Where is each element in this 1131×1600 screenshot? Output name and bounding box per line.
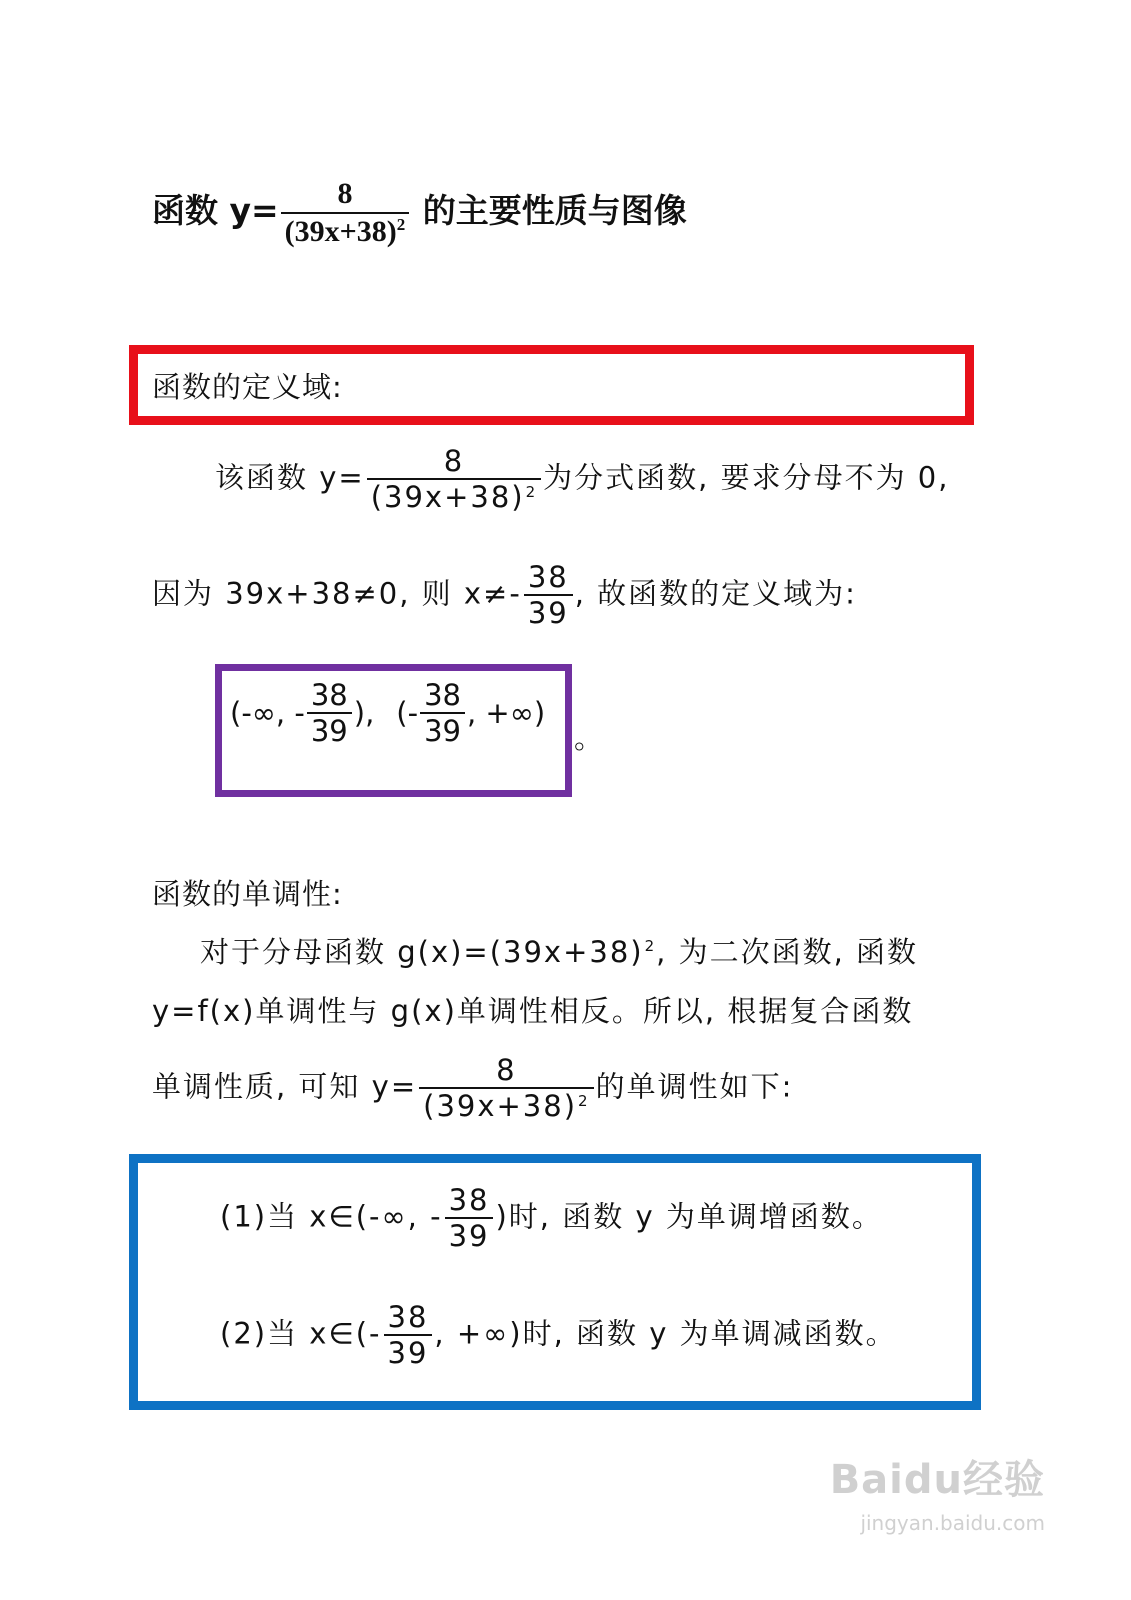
title-suffix: 的主要性质与图像 xyxy=(422,191,687,230)
domain-line2-prefix: 因为 39x+38≠0, 则 x≠- xyxy=(152,576,522,611)
item1-denominator: 39 xyxy=(445,1217,494,1251)
interval2-open: (- xyxy=(396,696,419,731)
para-line3-prefix: 单调性质, 可知 y= xyxy=(152,1069,418,1104)
item2-prefix: (2)当 x∈(- xyxy=(220,1316,382,1351)
domain-line1-suffix: 为分式函数, 要求分母不为 0, xyxy=(543,460,950,495)
interval1-open: (-∞, - xyxy=(230,696,305,731)
para-line3-denominator: $(39x+38)^2$ xyxy=(419,1087,593,1121)
para-line3-suffix: 的单调性如下: xyxy=(595,1069,794,1104)
interval1-denominator: 39 xyxy=(307,712,352,746)
domain-line2-fraction xyxy=(524,562,573,629)
domain-line2-numerator: 38 xyxy=(527,560,569,594)
title-prefix: 函数 y= xyxy=(152,191,279,230)
monotonic-para-line3 xyxy=(152,1055,793,1122)
baidu-watermark xyxy=(830,1448,1045,1535)
monotonic-heading: 函数的单调性: xyxy=(152,877,343,911)
domain-result xyxy=(230,680,545,747)
interval1-numerator: 38 xyxy=(310,678,348,712)
para-line3-numerator: 8 xyxy=(496,1053,517,1087)
domain-line1-numerator: 8 xyxy=(443,444,465,478)
domain-line2-denominator: 39 xyxy=(524,594,573,628)
interval2-close: , +∞) xyxy=(466,696,546,731)
domain-result-end-mark: 。 xyxy=(574,721,606,755)
item2-fraction xyxy=(384,1302,433,1369)
title-numerator: 8 xyxy=(337,177,353,210)
interval2-fraction xyxy=(420,680,465,747)
item2-suffix: , +∞)时, 函数 y 为单调减函数。 xyxy=(434,1316,897,1351)
item1-prefix: (1)当 x∈(-∞, - xyxy=(220,1199,443,1234)
watermark-logo-text: Baidu经验 xyxy=(829,1457,1045,1503)
domain-line1-denominator: $(39x+38)^2$ xyxy=(367,478,541,512)
interval1-fraction xyxy=(307,680,352,747)
domain-line1-fraction xyxy=(367,446,541,513)
monotonic-para-line1 xyxy=(200,930,918,971)
para-line1-suffix: , 为二次函数, 函数 xyxy=(656,935,919,969)
page-title xyxy=(152,178,687,247)
para-line3-fraction xyxy=(419,1055,593,1122)
domain-line2-suffix: , 故函数的定义域为: xyxy=(574,576,857,611)
item1-fraction xyxy=(445,1185,494,1252)
item2-denominator: 39 xyxy=(384,1334,433,1368)
monotonic-item1 xyxy=(220,1185,883,1252)
domain-line1-prefix: 该函数 y= xyxy=(215,460,365,495)
item2-numerator: 38 xyxy=(387,1300,429,1334)
domain-line1-exponent: 2 xyxy=(525,482,538,501)
interval2-numerator: 38 xyxy=(424,678,461,712)
interval1-close: ), xyxy=(353,696,375,731)
domain-heading: 函数的定义域: xyxy=(152,370,343,404)
title-exponent: 2 xyxy=(396,214,406,234)
watermark-url: jingyan.baidu.com xyxy=(860,1511,1045,1535)
interval2-denominator: 39 xyxy=(420,712,465,746)
domain-line2 xyxy=(152,562,857,629)
monotonic-para-line2: y=f(x)单调性与 g(x)单调性相反。所以, 根据复合函数 xyxy=(152,994,914,1028)
title-denominator: $(39x+38)^2$ xyxy=(281,212,410,248)
item1-numerator: 38 xyxy=(448,1183,490,1217)
title-fraction xyxy=(281,178,410,247)
item1-suffix: )时, 函数 y 为单调增函数。 xyxy=(495,1199,883,1234)
para-line3-exponent: 2 xyxy=(578,1091,590,1110)
para-line1-text: 对于分母函数 g(x)=(39x+38) xyxy=(200,935,644,969)
monotonic-item2 xyxy=(220,1302,897,1369)
para-line1-exponent: 2 xyxy=(644,937,657,956)
domain-line1 xyxy=(215,446,949,513)
